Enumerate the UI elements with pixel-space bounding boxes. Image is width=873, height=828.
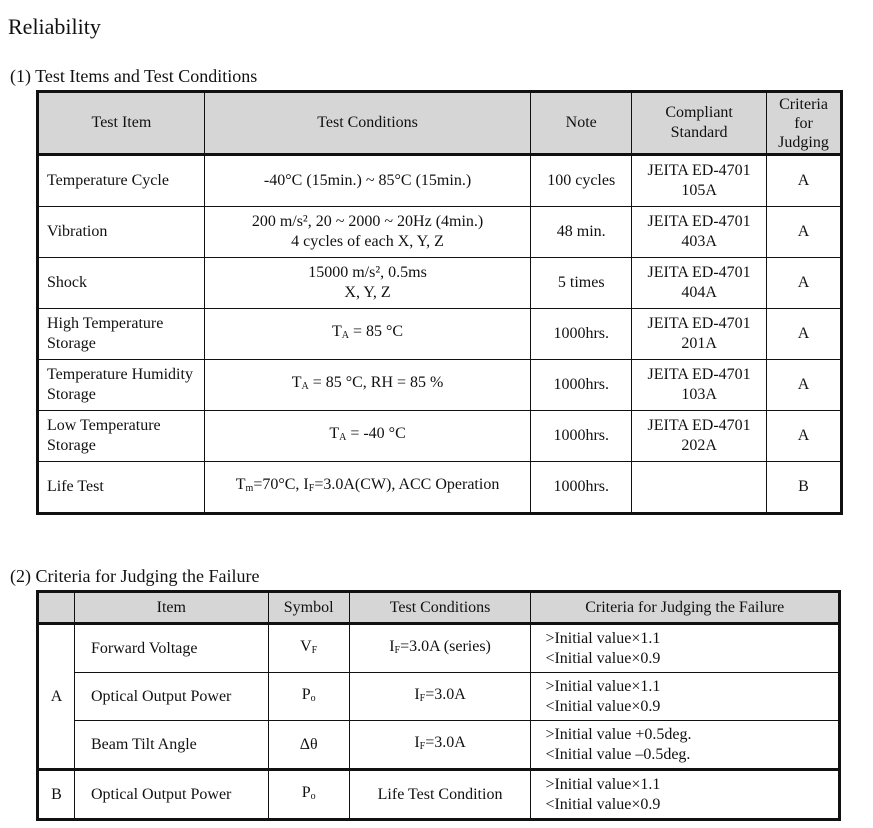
failure-criteria-table	[36, 590, 841, 821]
column-header: Test Conditions	[349, 592, 531, 624]
table-row	[38, 411, 842, 462]
criteria: A	[767, 155, 842, 207]
symbol: Δθ	[268, 721, 349, 770]
failure-criteria: >Initial value×1.1 <Initial value×0.9	[531, 624, 840, 673]
compliant-standard: JEITA ED-4701 103A	[632, 360, 767, 411]
failure-criteria: >Initial value×1.1 <Initial value×0.9	[531, 770, 840, 820]
test-item: Temperature Humidity Storage	[38, 360, 205, 411]
note: 1000hrs.	[531, 411, 632, 462]
note: 48 min.	[531, 207, 632, 258]
criteria: A	[767, 309, 842, 360]
test-item: Vibration	[38, 207, 205, 258]
note: 100 cycles	[531, 155, 632, 207]
table-row	[38, 309, 842, 360]
compliant-standard: JEITA ED-4701 403A	[632, 207, 767, 258]
criteria: A	[767, 258, 842, 309]
test-item: Shock	[38, 258, 205, 309]
compliant-standard: JEITA ED-4701 105A	[632, 155, 767, 207]
compliant-standard: JEITA ED-4701 404A	[632, 258, 767, 309]
criteria: A	[767, 360, 842, 411]
table-row	[38, 721, 840, 770]
section-2-heading: (2) Criteria for Judging the Failure	[10, 566, 260, 586]
table-row	[38, 360, 842, 411]
note: 1000hrs.	[531, 360, 632, 411]
item: Forward Voltage	[74, 624, 268, 673]
test-item: Temperature Cycle	[38, 155, 205, 207]
test-conditions: -40°C (15min.) ~ 85°C (15min.)	[204, 155, 530, 207]
item: Beam Tilt Angle	[74, 721, 268, 770]
criteria: A	[767, 411, 842, 462]
column-header: Symbol	[268, 592, 349, 624]
table-row	[38, 207, 842, 258]
group-label: A	[38, 624, 75, 770]
test-conditions: $I_F=3.0A$	[349, 721, 531, 770]
test-conditions: $T_m=70^\circ C$, $I_F=3.0A(CW)$, ACC Operation	[204, 462, 530, 514]
column-header: Criteria for Judging the Failure	[531, 592, 840, 624]
section-1-heading: (1) Test Items and Test Conditions	[10, 66, 258, 86]
compliant-standard	[632, 462, 767, 514]
test-conditions: $I_F=3.0A$	[349, 673, 531, 721]
symbol: $P_o$	[268, 770, 349, 820]
column-header: Compliant Standard	[632, 92, 767, 155]
table-row	[38, 673, 840, 721]
note: 5 times	[531, 258, 632, 309]
table-row	[38, 258, 842, 309]
test-item: Low Temperature Storage	[38, 411, 205, 462]
table-row	[38, 770, 840, 820]
group-label: B	[38, 770, 75, 820]
test-conditions: $I_F=3.0A$ (series)	[349, 624, 531, 673]
test-item: Life Test	[38, 462, 205, 514]
test-conditions: 200 m/s², 20 ~ 2000 ~ 20Hz (4min.) 4 cycles of each X, Y, Z	[204, 207, 530, 258]
test-conditions: $T_A = 85$ °C, RH = 85 %	[204, 360, 530, 411]
page-title: Reliability	[8, 14, 101, 39]
column-header: Note	[531, 92, 632, 155]
item: Optical Output Power	[74, 673, 268, 721]
compliant-standard: JEITA ED-4701 201A	[632, 309, 767, 360]
column-header: Criteria for Judging	[767, 92, 842, 155]
compliant-standard: JEITA ED-4701 202A	[632, 411, 767, 462]
criteria: A	[767, 207, 842, 258]
test-conditions: Life Test Condition	[349, 770, 531, 820]
failure-criteria: >Initial value +0.5deg. <Initial value –0.5deg.	[531, 721, 840, 770]
column-header: Test Item	[38, 92, 205, 155]
test-conditions: $T_A = -40$ °C	[204, 411, 530, 462]
test-conditions: 15000 m/s², 0.5ms X, Y, Z	[204, 258, 530, 309]
column-header	[38, 592, 75, 624]
column-header: Test Conditions	[204, 92, 530, 155]
test-items-table	[36, 90, 843, 515]
symbol: $P_o$	[268, 673, 349, 721]
note: 1000hrs.	[531, 462, 632, 514]
test-item: High Temperature Storage	[38, 309, 205, 360]
symbol: $V_F$	[268, 624, 349, 673]
table-row	[38, 155, 842, 207]
criteria: B	[767, 462, 842, 514]
item: Optical Output Power	[74, 770, 268, 820]
failure-criteria: >Initial value×1.1 <Initial value×0.9	[531, 673, 840, 721]
table-row	[38, 462, 842, 514]
column-header: Item	[74, 592, 268, 624]
table-row	[38, 624, 840, 673]
test-conditions: $T_A = 85$ °C	[204, 309, 530, 360]
note: 1000hrs.	[531, 309, 632, 360]
